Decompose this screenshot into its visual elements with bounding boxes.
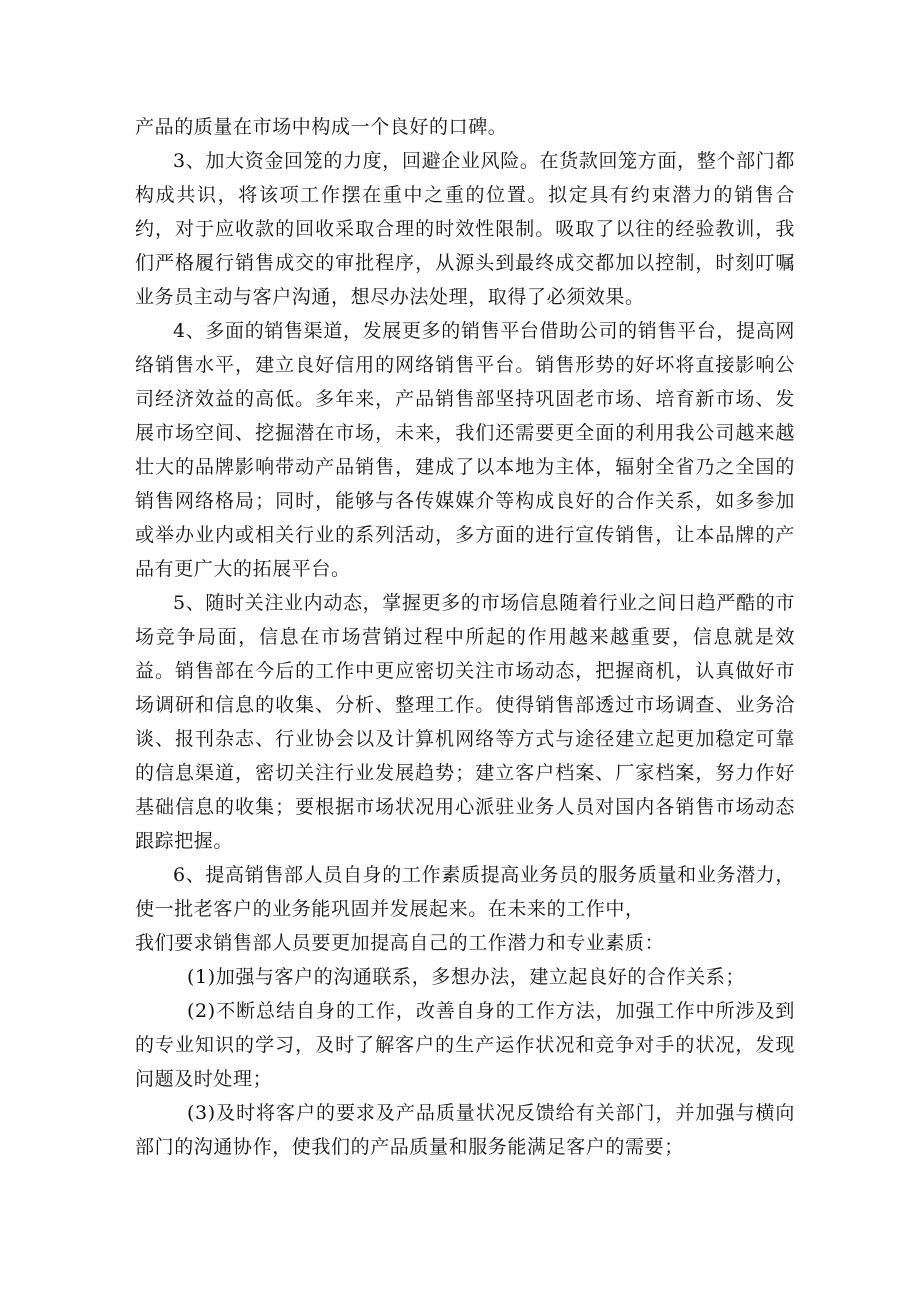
list-item-3: (3)及时将客户的要求及产品质量状况反馈给有关部门，并加强与横向部门的沟通协作，使我们的产品质量和服务能满足客户的需要； bbox=[135, 1102, 795, 1158]
paragraph-item-6: 6、提高销售部人员自身的工作素质提高业务员的服务质量和业务潜力，使一批老客户的业务能巩固并发展起来。在未来的工作中， bbox=[135, 864, 795, 920]
list-item-2: (2)不断总结自身的工作，改善自身的工作方法，加强工作中所涉及到的专业知识的学习，及时了解客户的生产运作状况和竞争对手的状况，发现问题及时处理； bbox=[135, 1000, 795, 1090]
list-item-1: (1)加强与客户的沟通联系，多想办法，建立起良好的合作关系； bbox=[187, 966, 745, 988]
paragraph-product-quality: 产品的质量在市场中构成一个良好的口碑。 bbox=[135, 116, 508, 138]
paragraph-item-3: 3、加大资金回笼的力度，回避企业风险。在货款回笼方面，整个部门都构成共识，将该项工作摆在重中之重的位置。拟定具有约束潜力的销售合约，对于应收款的回收采取合理的时效性限制。吸取了以往的经验教训，我们严格履行销售成交的审批程序，从源头到最终成交都加以控制，时刻叮嘱业务员主动与客户沟通，想尽办法处理，取得了必须效果。 bbox=[135, 150, 795, 308]
paragraph-requirements-intro: 我们要求销售部人员要更加提高自己的工作潜力和专业素质： bbox=[135, 932, 665, 954]
paragraph-item-4: 4、多面的销售渠道，发展更多的销售平台借助公司的销售平台，提高网络销售水平，建立良好信用的网络销售平台。销售形势的好坏将直接影响公司经济效益的高低。多年来，产品销售部坚持巩固老市场、培育新市场、发展市场空间、挖掘潜在市场，未来，我们还需要更全面的利用我公司越来越壮大的品牌影响带动产品销售，建成了以本地为主体，辐射全省乃之全国的销售网络格局；同时，能够与各传媒媒介等构成良好的合作关系，如多参加或举办业内或相关行业的系列活动，多方面的进行宣传销售，让本品牌的产品有更广大的拓展平台。 bbox=[135, 320, 795, 580]
document-body bbox=[135, 110, 795, 1164]
paragraph-item-5: 5、随时关注业内动态，掌握更多的市场信息随着行业之间日趋严酷的市场竞争局面，信息在市场营销过程中所起的作用越来越重要，信息就是效益。销售部在今后的工作中更应密切关注市场动态，把握商机，认真做好市场调研和信息的收集、分析、整理工作。使得销售部透过市场调查、业务洽谈、报刊杂志、行业协会以及计算机网络等方式与途径建立起更加稳定可靠的信息渠道，密切关注行业发展趋势；建立客户档案、厂家档案，努力作好基础信息的收集；要根据市场状况用心派驻业务人员对国内各销售市场动态跟踪把握。 bbox=[135, 592, 795, 852]
